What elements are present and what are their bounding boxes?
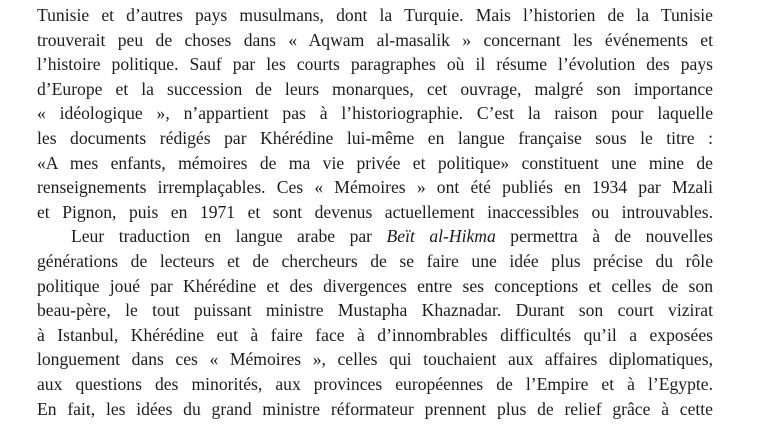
text-line: et Pignon, puis en 1971 et sont devenus actuellement inaccessibles ou introuvables. bbox=[37, 201, 713, 222]
text-span: permettra à de nouvelles bbox=[495, 226, 714, 247]
text-line: En fait, les idées du grand ministre réformateur prennent plus de relief grâce à cette bbox=[37, 398, 713, 419]
text-line: beau-père, le tout puissant ministre Mustapha Khaznadar. Durant son court vizirat bbox=[37, 300, 713, 321]
text-line: « idéologique », n’appartient pas à l’historiographie. C’est la raison pour laquelle bbox=[37, 103, 713, 124]
text-line: d’Europe et la succession de leurs monarques, cet ouvrage, malgré son importance bbox=[37, 78, 713, 99]
text-line: politique joué par Khérédine et des divergences entre ses conceptions et celles de son bbox=[37, 275, 713, 296]
text-line: à Istanbul, Khérédine eut à faire face à d’innombrables difficultés qu’il a exposées bbox=[37, 324, 713, 345]
text-line: renseignements irremplaçables. Ces « Mémoires » ont été publiés en 1934 par Mzali bbox=[37, 177, 713, 198]
text-line: l’histoire politique. Sauf par les courts paragraphes où il résume l’évolution des pays bbox=[37, 54, 713, 75]
text-span: Leur traduction en langue arabe par bbox=[71, 226, 387, 247]
text-line: aux questions des minorités, aux provinces européennes de l’Empire et à l’Egypte. bbox=[37, 373, 713, 394]
italic-title: Beït al-Hikma bbox=[386, 226, 496, 247]
paragraph-1 bbox=[37, 3, 713, 224]
text-line: Tunisie et d’autres pays musulmans, dont la Turquie. Mais l’historien de la Tunisie bbox=[37, 5, 713, 25]
document-page bbox=[37, 0, 713, 421]
text-line: les documents rédigés par Khérédine lui-même en langue française sous le titre : bbox=[37, 127, 713, 148]
text-line: longuement dans ces « Mémoires », celles qui touchaient aux affaires diplomatiques, bbox=[37, 349, 713, 370]
text-line: «A mes enfants, mémoires de ma vie privée et politique» constituent une mine de bbox=[37, 152, 713, 173]
text-line: trouverait peu de choses dans « Aqwam al-masalik » concernant les événements et bbox=[37, 29, 713, 50]
paragraph-2 bbox=[37, 224, 713, 421]
text-line: générations de lecteurs et de chercheurs de se faire une idée plus précise du rôle bbox=[37, 250, 713, 271]
text-line bbox=[37, 224, 713, 249]
